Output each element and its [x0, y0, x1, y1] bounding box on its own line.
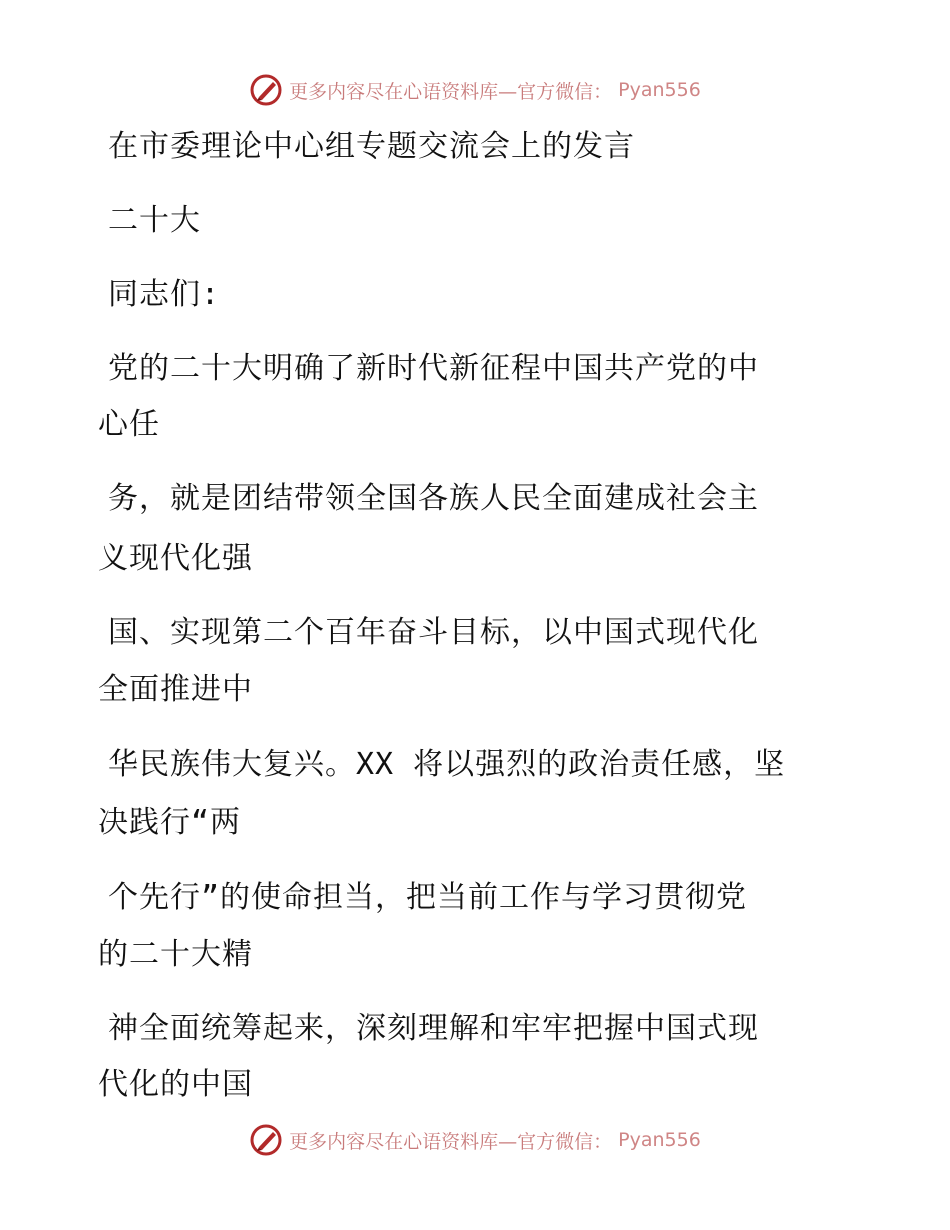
header-wechat-id: Pyan556: [618, 79, 701, 101]
footer-banner-text: 更多内容尽在心语资料库—官方微信：: [289, 1130, 613, 1153]
paragraph-line: 个先行”的使命担当，把当前工作与学习贯彻党: [108, 880, 748, 915]
paragraph-line: 心任: [98, 407, 160, 442]
paragraph-line: 决践行“两: [98, 805, 242, 840]
paragraph-line: 党的二十大明确了新时代新征程中国共产党的中: [108, 351, 759, 386]
paragraph-line: 代化的中国: [98, 1067, 253, 1102]
paragraph-line: 国、实现第二个百年奋斗目标，以中国式现代化: [108, 615, 759, 650]
paragraph-line: 的二十大精: [98, 937, 253, 972]
paragraph-line: 务，就是团结带领全国各族人民全面建成社会主: [108, 481, 759, 516]
document-title: 在市委理论中心组专题交流会上的发言: [108, 129, 635, 164]
paragraph-line: 全面推进中: [98, 672, 253, 707]
header-banner-text: 更多内容尽在心语资料库—官方微信：: [289, 80, 613, 103]
pen-logo-icon: [249, 1123, 283, 1157]
header-banner: [0, 70, 950, 110]
paragraph-line: 华民族伟大复兴。XX 将以强烈的政治责任感，坚: [108, 747, 786, 782]
paragraph-line: 神全面统筹起来，深刻理解和牢牢把握中国式现: [108, 1011, 759, 1046]
document-subtitle: 二十大: [108, 203, 201, 238]
salutation: 同志们:: [108, 277, 221, 312]
footer-banner: [0, 1120, 950, 1160]
pen-logo-icon: [249, 73, 283, 107]
footer-wechat-id: Pyan556: [618, 1129, 701, 1151]
paragraph-line: 义现代化强: [98, 541, 253, 576]
